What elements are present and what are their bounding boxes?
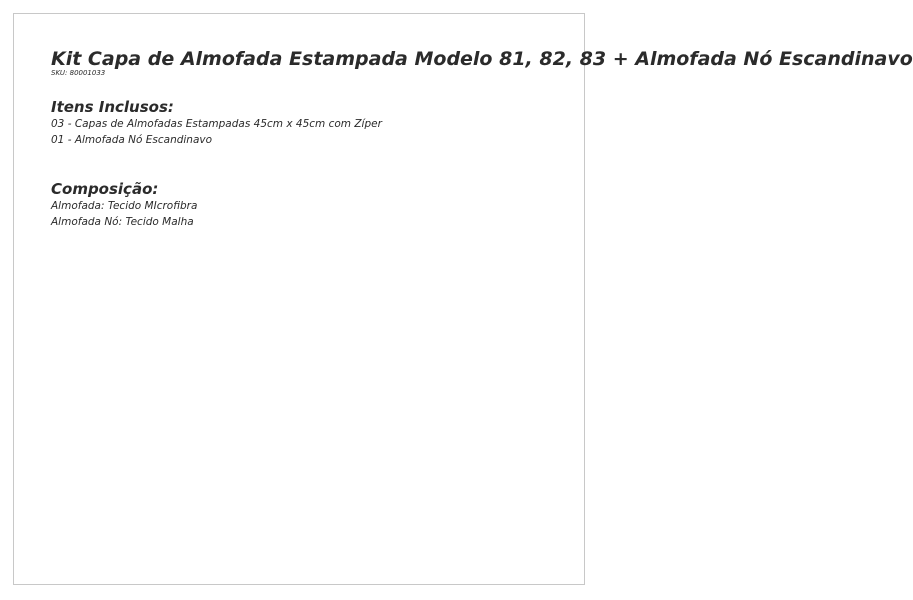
composition-section bbox=[51, 180, 611, 230]
list-item: 03 - Capas de Almofadas Estampadas 45cm x 45cm com Zíper bbox=[51, 118, 382, 130]
composition-list bbox=[51, 198, 611, 230]
product-sku: SKU: 80001033 bbox=[51, 69, 106, 77]
list-item: Almofada: Tecido MIcrofibra bbox=[51, 200, 198, 212]
list-item: Almofada Nó: Tecido Malha bbox=[51, 216, 194, 228]
included-items-section bbox=[51, 98, 611, 148]
included-items-heading: Itens Inclusos: bbox=[51, 98, 174, 116]
product-title: Kit Capa de Almofada Estampada Modelo 81, 82, 83 + Almofada Nó Escandinavo bbox=[51, 48, 913, 70]
product-description bbox=[51, 48, 913, 230]
included-items-list bbox=[51, 116, 611, 148]
list-item: 01 - Almofada Nó Escandinavo bbox=[51, 134, 213, 146]
content-frame bbox=[13, 13, 913, 585]
composition-heading: Composição: bbox=[51, 180, 159, 198]
